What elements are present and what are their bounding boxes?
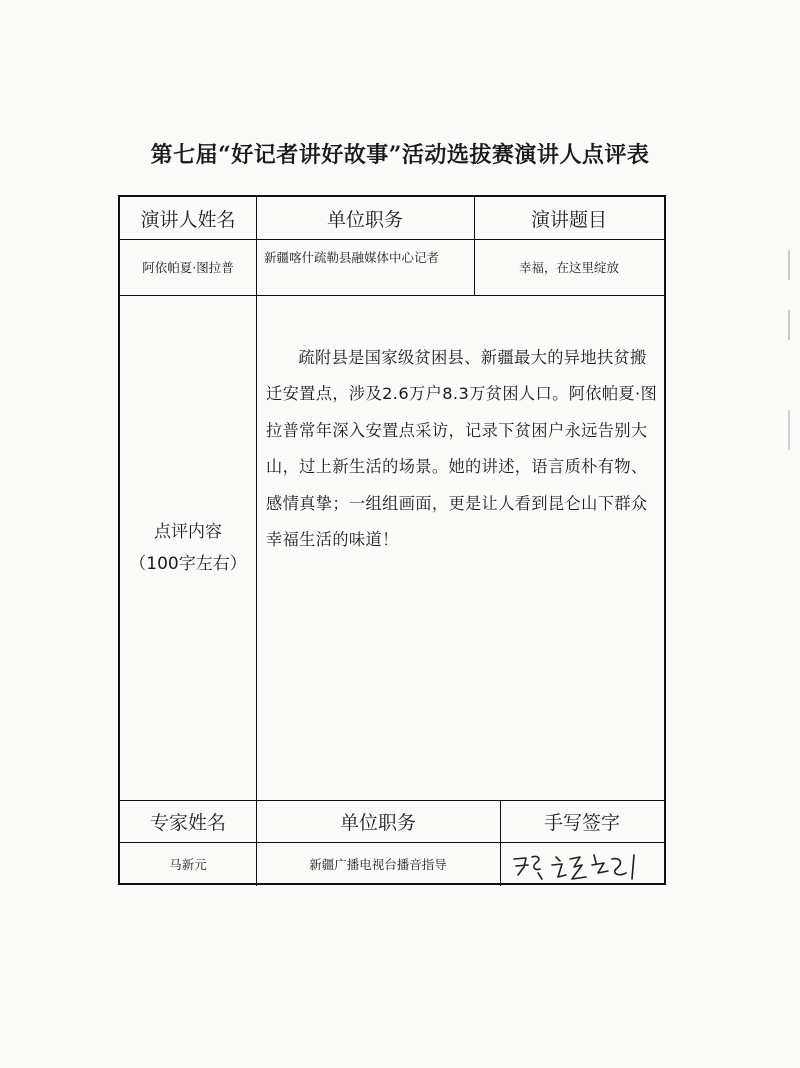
speaker-name: 阿依帕夏·图拉普 bbox=[142, 260, 234, 275]
col-divider bbox=[256, 295, 257, 800]
header-speaker-name: 演讲人姓名 bbox=[140, 208, 236, 231]
comment-label-note: （100字左右） bbox=[129, 553, 247, 574]
speaker-unit-position: 新疆喀什疏勒县融媒体中心记者 bbox=[264, 250, 440, 265]
evaluation-form bbox=[118, 195, 666, 885]
comment-label-cell bbox=[120, 295, 256, 800]
header-expert-name: 专家姓名 bbox=[149, 811, 226, 834]
comment-text: 疏附县是国家级贫困县、新疆最大的异地扶贫搬迁安置点，涉及2.6万户8.3万贫困人口。阿依帕夏·图拉普常年深入安置点采访，记录下贫困户永远告别大山，过上新生活的场景。她的讲述，语言质朴有物、感情真挚；一组组画面，更是让人看到昆仑山下群众幸福生活的味道！ bbox=[266, 348, 658, 550]
page-title: 第七届“好记者讲好故事”活动选拔赛演讲人点评表 bbox=[150, 142, 650, 168]
header-unit-position: 单位职务 bbox=[326, 208, 403, 231]
scan-edge-marks bbox=[786, 250, 792, 450]
header-expert-unit-position: 单位职务 bbox=[339, 811, 416, 834]
header-signature: 手写签字 bbox=[543, 811, 620, 834]
speech-topic: 幸福，在这里绽放 bbox=[518, 260, 619, 275]
expert-unit-position: 新疆广播电视台播音指导 bbox=[309, 856, 447, 872]
header-topic: 演讲题目 bbox=[530, 208, 607, 231]
expert-name: 马新元 bbox=[169, 856, 207, 872]
comment-label: 点评内容 bbox=[154, 521, 222, 542]
handwritten-signature bbox=[508, 849, 658, 885]
